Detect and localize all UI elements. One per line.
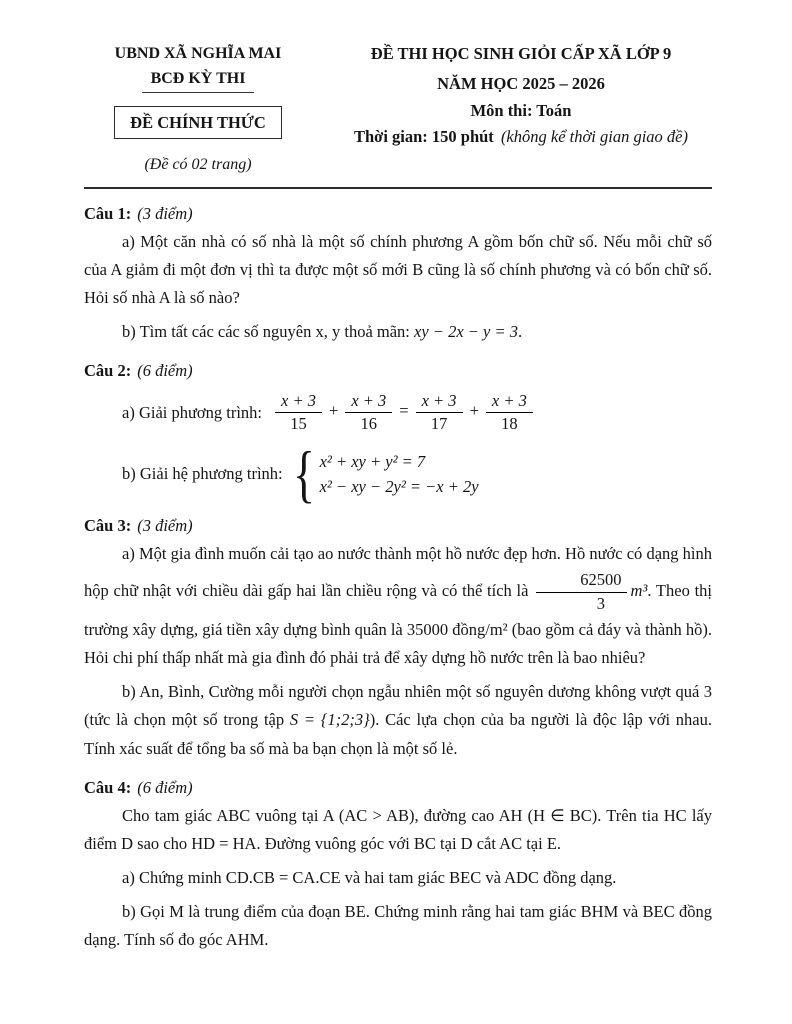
question-2-label: Câu 2: [84,360,132,380]
volume-fraction-denominator: 3 [596,593,605,613]
question-1-points: (3 điểm) [137,203,193,223]
question-4-intro: Cho tam giác ABC vuông tại A (AC > AB), đường cao AH (H ∈ BC). Trên tia HC lấy điểm D sao cho HD = HA. Đường vuông góc với BC tại D cắt AC tại E. [84,805,712,853]
official-box-row [84,93,312,139]
time-line [330,127,712,147]
system-equations [320,452,479,497]
question-3-label: Câu 3: [84,516,132,536]
question-4-label: Câu 4: [84,777,132,797]
system-equation-1: x² + xy + y² = 7 [319,451,426,471]
question-1b-text [84,318,712,346]
fraction-4 [486,391,533,435]
question-2-points: (6 điểm) [137,360,193,380]
operator-plus-1: + [329,400,339,420]
set-notation: S = {1;2;3} [289,710,370,730]
header-divider [84,187,712,189]
fraction-2 [345,391,392,435]
subject-line: Môn thi: Toán [470,100,572,120]
question-3a-part1: a) Một gia đình muốn cải tạo ao nước thành một hồ nước đẹp hơn. Hồ nước có dạng hình hộp chữ nhật với chiều dài gấp hai lần chiều rộng và có thể tích là [84,544,712,600]
school-year: NĂM HỌC 2025 – 2026 [437,73,605,93]
question-3a-text [84,540,712,672]
question-1a-text: a) Một căn nhà có số nhà là một số chính phương A gồm bốn chữ số. Nếu mỗi chữ số của A giảm đi một đơn vị thì ta được một số mới B cũng là số chính phương và có bốn chữ số. Hỏi số nhà A là số nào? [84,231,712,307]
question-3b-part1: b) An, Bình, Cường mỗi người chọn ngẫu nhiên một số nguyên dương không vượt quá 3 (tức là chọn một số trong tập [84,682,712,730]
exam-title: ĐỀ THI HỌC SINH GIỎI CẤP XÃ LỚP 9 [370,44,672,63]
fraction-2-numerator: x + 3 [345,391,392,414]
volume-fraction-numerator: 62500 [536,570,627,593]
volume-fraction [536,570,627,614]
question-4a-text: a) Chứng minh CD.CB = CA.CE và hai tam giác BEC và ADC đồng dạng. [122,867,617,887]
question-3b-part2: ). Các lựa chọn của ba người là độc lập với nhau. Tính xác suất để tổng ba số mà ba bạn chọn là một số lẻ. [84,710,713,758]
system-equation-2: x² − xy − 2y² = −x + 2y [319,476,479,496]
operator-equals: = [399,400,409,420]
question-4-points: (6 điểm) [137,777,193,797]
committee-name: BCĐ KỲ THI [150,69,246,87]
exam-header [84,42,712,174]
volume-unit: m³ [630,580,648,600]
fraction-1-denominator: 15 [290,414,307,434]
fraction-1 [275,391,322,435]
question-1-label: Câu 1: [84,203,132,223]
question-2b-prompt: b) Giải hệ phương trình: [122,464,283,484]
question-2a-prompt: a) Giải phương trình: [122,402,263,422]
fraction-3-denominator: 17 [430,414,448,434]
exam-title-block [312,42,712,174]
question-1b-equation: xy − 2x − y = 3 [414,321,518,341]
issuer-block [84,42,312,174]
fraction-3-numerator: x + 3 [416,391,463,414]
question-2a-equation-line [122,389,712,437]
question-2-heading [84,361,712,381]
fraction-2-denominator: 16 [360,414,378,434]
question-3a-part2: . Theo thị trường xây dựng, giá tiền xây dựng bình quân là 35000 đồng/m² (bao gồm cả đáy và thành hồ). Hỏi chi phí thấp nhất mà gia đình đó phải trả để xây dựng hồ nước trên là bao nhiêu? [84,580,712,668]
question-1-heading [84,204,712,224]
question-4-heading [84,778,712,798]
time-duration: Thời gian: 150 phút [354,126,494,146]
pages-note: (Đề có 02 trang) [144,155,252,173]
fraction-4-numerator: x + 3 [486,391,533,414]
operator-plus-2: + [469,400,479,420]
question-3b-text [84,678,712,762]
question-1b-period: . [517,321,523,341]
time-note: (không kể thời gian giao đề) [500,126,688,146]
official-exam-box: ĐỀ CHÍNH THỨC [114,106,282,139]
fraction-1-numerator: x + 3 [275,391,322,414]
question-3-heading [84,516,712,536]
question-2b-system-line [122,438,712,510]
question-4b-text: b) Gọi M là trung điểm của đoạn BE. Chứng minh rằng hai tam giác BHM và BEC đồng dạng. Tính số đo góc AHM. [84,901,712,949]
fraction-3 [416,391,463,435]
issuer-name: UBND XÃ NGHĨA MAI [114,45,282,62]
question-1b-prompt: b) Tìm tất các các số nguyên x, y thoả mãn: [122,321,415,341]
system-brace: { [292,438,315,510]
question-3-points: (3 điểm) [137,516,193,536]
fraction-4-denominator: 18 [501,414,518,434]
